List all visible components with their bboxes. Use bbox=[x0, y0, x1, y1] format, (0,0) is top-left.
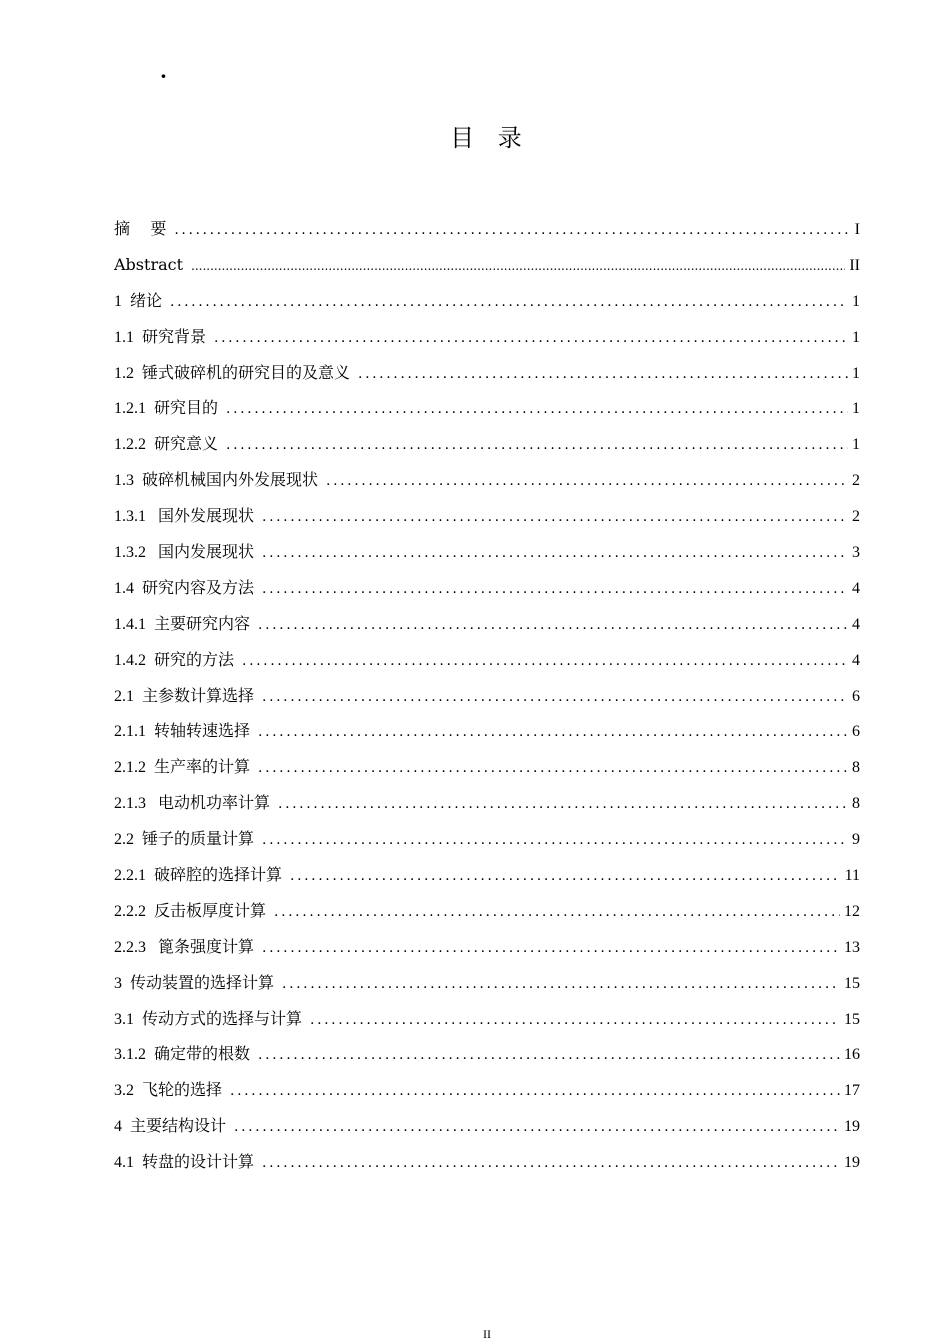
toc-entry-label: 反击板厚度计算 bbox=[154, 900, 267, 920]
toc-dot-leader bbox=[278, 787, 848, 821]
toc-entry[interactable] bbox=[114, 462, 860, 498]
toc-entry-number: 2.1.1 bbox=[114, 723, 154, 741]
toc-entry[interactable] bbox=[114, 283, 860, 319]
toc-entry[interactable] bbox=[114, 1001, 860, 1037]
toc-entry-label: 研究的方法 bbox=[154, 649, 235, 669]
toc-dot-leader bbox=[290, 859, 841, 893]
toc-entry-number: 1.4.2 bbox=[114, 651, 154, 669]
toc-dot-leader bbox=[358, 357, 848, 391]
toc-entry[interactable] bbox=[114, 857, 860, 893]
toc-entry-page: 19 bbox=[844, 1118, 860, 1136]
toc-dot-leader bbox=[262, 680, 848, 714]
toc-entry-number: 1.4.1 bbox=[114, 615, 154, 633]
toc-entry-label: 研究内容及方法 bbox=[142, 577, 255, 597]
toc-entry-label: 主要结构设计 bbox=[130, 1116, 227, 1136]
toc-entry[interactable] bbox=[114, 534, 860, 570]
toc-entry-label: Abstract bbox=[114, 254, 184, 274]
toc-entry[interactable] bbox=[114, 965, 860, 1001]
toc-entry-number: 2.2 bbox=[114, 831, 142, 849]
toc-entry-number: 2.1.3 bbox=[114, 795, 158, 813]
toc-entry-page: 8 bbox=[852, 759, 860, 777]
toc-entry-page: 17 bbox=[844, 1082, 860, 1100]
toc-entry-page: 8 bbox=[852, 795, 860, 813]
toc-entry-number: 3 bbox=[114, 974, 130, 992]
toc-entry-number: 3.2 bbox=[114, 1082, 142, 1100]
toc-entry-page: 9 bbox=[852, 831, 860, 849]
toc-entry-number: 1.3.1 bbox=[114, 508, 158, 526]
toc-entry-number: 3.1 bbox=[114, 1010, 142, 1028]
toc-entry-label: 转盘的设计计算 bbox=[142, 1152, 255, 1172]
toc-dot-leader bbox=[326, 464, 848, 498]
toc-entry[interactable] bbox=[114, 319, 860, 355]
toc-dot-leader bbox=[226, 392, 848, 426]
toc-entry-label: 研究背景 bbox=[142, 326, 207, 346]
toc-entry-page: 3 bbox=[852, 544, 860, 562]
toc-entry[interactable] bbox=[114, 1144, 860, 1180]
toc-entry[interactable] bbox=[114, 929, 860, 965]
toc-entry-page: II bbox=[849, 256, 860, 274]
toc-entry-page: 16 bbox=[844, 1046, 860, 1064]
toc-entry-label: 主参数计算选择 bbox=[142, 685, 255, 705]
toc-entry-number: 2.1.2 bbox=[114, 759, 154, 777]
toc-entry-label: 锤式破碎机的研究目的及意义 bbox=[142, 362, 351, 382]
toc-dot-leader bbox=[262, 931, 840, 965]
toc-entry-label: 飞轮的选择 bbox=[142, 1080, 223, 1100]
toc-entry-page: 1 bbox=[852, 292, 860, 310]
toc-entry-label: 传动装置的选择计算 bbox=[130, 972, 275, 992]
toc-dot-leader bbox=[258, 751, 848, 785]
toc-entry-page: 15 bbox=[844, 1010, 860, 1028]
toc-entry[interactable] bbox=[114, 606, 860, 642]
toc-dot-leader bbox=[230, 1074, 840, 1108]
toc-entry[interactable] bbox=[114, 211, 860, 247]
toc-entry-number: 2.2.3 bbox=[114, 938, 158, 956]
toc-entry-page: 1 bbox=[852, 364, 860, 382]
toc-entry-number: 1.1 bbox=[114, 328, 142, 346]
toc-entry-label: 确定带的根数 bbox=[154, 1044, 251, 1064]
toc-entry-page: 1 bbox=[852, 436, 860, 454]
toc-dot-leader bbox=[282, 967, 840, 1001]
toc-entry-page: 12 bbox=[844, 902, 860, 920]
toc-entry-page: 2 bbox=[852, 472, 860, 490]
toc-entry[interactable] bbox=[114, 893, 860, 929]
toc-entry-number: 4.1 bbox=[114, 1154, 142, 1172]
toc-entry[interactable] bbox=[114, 390, 860, 426]
toc-entry[interactable] bbox=[114, 642, 860, 678]
toc-entry[interactable] bbox=[114, 821, 860, 857]
toc-entry-page: 15 bbox=[844, 974, 860, 992]
toc-dot-leader bbox=[191, 249, 845, 283]
toc-entry-label: 篦条强度计算 bbox=[158, 936, 255, 956]
toc-entry-page: 6 bbox=[852, 687, 860, 705]
toc-dot-leader bbox=[170, 285, 848, 319]
toc-entry[interactable] bbox=[114, 1036, 860, 1072]
page-title: 目 录 bbox=[450, 124, 530, 152]
toc-dot-leader bbox=[258, 715, 848, 749]
toc-entry-page: 4 bbox=[852, 579, 860, 597]
toc-entry-number: 1.4 bbox=[114, 579, 142, 597]
toc-dot-leader bbox=[226, 428, 848, 462]
toc-entry-label: 绪论 bbox=[130, 290, 163, 310]
toc-entry[interactable] bbox=[114, 749, 860, 785]
toc-entry-page: 1 bbox=[852, 328, 860, 346]
toc-entry-number: 1.3.2 bbox=[114, 544, 158, 562]
toc-dot-leader bbox=[258, 608, 848, 642]
toc-entry-label: 破碎腔的选择计算 bbox=[154, 865, 283, 885]
toc-dot-leader bbox=[262, 1146, 840, 1180]
toc-entry[interactable] bbox=[114, 570, 860, 606]
toc-entry-number: 1.2.2 bbox=[114, 436, 154, 454]
toc-dot-leader bbox=[310, 1003, 840, 1037]
toc-entry-page: I bbox=[854, 221, 860, 238]
toc-entry[interactable] bbox=[114, 426, 860, 462]
toc-entry-number: 3.1.2 bbox=[114, 1046, 154, 1064]
toc-dot-leader bbox=[262, 572, 848, 606]
toc-entry-number: 4 bbox=[114, 1118, 130, 1136]
toc-entry-label: 破碎机械国内外发展现状 bbox=[142, 470, 319, 490]
toc-entry[interactable] bbox=[114, 678, 860, 714]
toc-entry-label: 转轴转速选择 bbox=[154, 721, 251, 741]
toc-entry-page: 11 bbox=[844, 867, 860, 885]
toc-entry-label: 研究目的 bbox=[154, 398, 219, 418]
toc-entry-label: 传动方式的选择与计算 bbox=[142, 1008, 303, 1028]
toc-dot-leader bbox=[262, 500, 848, 534]
toc-entry-page: 4 bbox=[852, 651, 860, 669]
toc-entry-number: 2.2.2 bbox=[114, 902, 154, 920]
toc-dot-leader bbox=[258, 1038, 840, 1072]
toc-dot-leader bbox=[234, 1110, 840, 1144]
table-of-contents bbox=[114, 211, 860, 1180]
page-mark: · bbox=[160, 64, 167, 88]
toc-entry-page: 6 bbox=[852, 723, 860, 741]
toc-entry-number: 1.3 bbox=[114, 472, 142, 490]
toc-entry-label: 锤子的质量计算 bbox=[142, 829, 255, 849]
toc-entry-number: 1.2.1 bbox=[114, 400, 154, 418]
toc-entry-label: 主要研究内容 bbox=[154, 613, 251, 633]
toc-entry-label: 研究意义 bbox=[154, 434, 219, 454]
toc-dot-leader bbox=[262, 536, 848, 570]
toc-entry-page: 2 bbox=[852, 508, 860, 526]
toc-entry[interactable] bbox=[114, 498, 860, 534]
toc-dot-leader bbox=[242, 644, 848, 678]
toc-entry[interactable] bbox=[114, 1108, 860, 1144]
page-number: II bbox=[483, 1327, 491, 1341]
toc-dot-leader bbox=[174, 213, 850, 247]
toc-entry-label: 生产率的计算 bbox=[154, 757, 251, 777]
toc-entry[interactable] bbox=[114, 247, 860, 283]
toc-entry-number: 1 bbox=[114, 292, 130, 310]
toc-dot-leader bbox=[214, 321, 848, 355]
toc-entry[interactable] bbox=[114, 355, 860, 391]
toc-entry-label: 国外发展现状 bbox=[158, 506, 255, 526]
toc-entry[interactable] bbox=[114, 785, 860, 821]
toc-entry-page: 19 bbox=[844, 1154, 860, 1172]
toc-entry-page: 1 bbox=[852, 400, 860, 418]
toc-entry-label: 国内发展现状 bbox=[158, 542, 255, 562]
toc-dot-leader bbox=[262, 823, 848, 857]
toc-entry-label: 电动机功率计算 bbox=[158, 793, 271, 813]
toc-entry-number: 1.2 bbox=[114, 364, 142, 382]
toc-entry-number: 2.2.1 bbox=[114, 867, 154, 885]
toc-entry-page: 13 bbox=[844, 938, 860, 956]
toc-dot-leader bbox=[274, 895, 840, 929]
toc-entry[interactable] bbox=[114, 713, 860, 749]
toc-entry-page: 4 bbox=[852, 615, 860, 633]
toc-entry[interactable] bbox=[114, 1072, 860, 1108]
toc-entry-number: 2.1 bbox=[114, 687, 142, 705]
toc-entry-label: 摘 要 bbox=[114, 219, 167, 238]
